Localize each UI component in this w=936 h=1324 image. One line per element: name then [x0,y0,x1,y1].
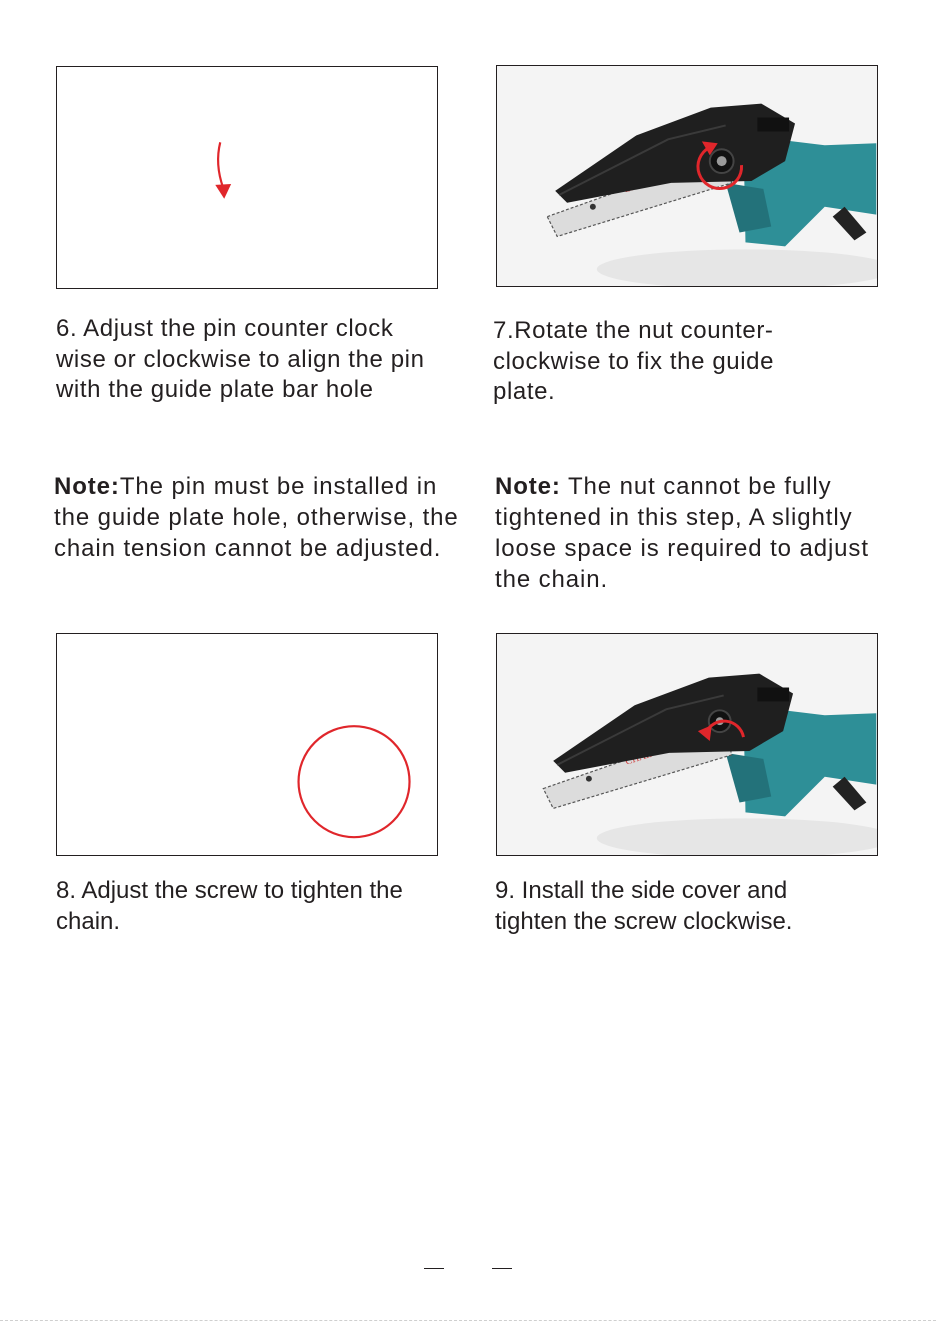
note-right-text: The nut cannot be fully tightened in this step, A slightly loose space is required to adjust the chain. [495,473,869,593]
red-arrow-down-icon [57,67,437,288]
figure-step-7 [496,65,878,287]
chainsaw-photo [497,66,877,286]
step-8-text: 8. Adjust the screw to tighten the chain. [56,877,403,935]
note-left-label: Note: [54,473,120,500]
red-circle-highlight [57,634,437,855]
note-right [495,471,875,595]
step-6-text: 6. Adjust the pin counter clock wise or clockwise to align the pin with the guide plate bar hole [56,315,425,403]
step-7-text: 7.Rotate the nut counter-clockwise to fix the guide plate. [493,317,775,405]
page-bottom-edge [0,1320,936,1324]
page-mark-right [492,1268,512,1269]
note-left-text: The pin must be installed in the guide plate hole, otherwise, the chain tension cannot be adjusted. [54,473,459,562]
figure-step-6 [56,66,438,289]
figure-step-9 [496,633,878,856]
page-mark-left [424,1268,444,1269]
figure-step-8 [56,633,438,856]
note-left [54,471,474,564]
chainsaw-photo [497,634,877,855]
note-right-label: Note: [495,473,561,500]
step-9-text: 9. Install the side cover and tighten the screw clockwise. [495,877,793,935]
